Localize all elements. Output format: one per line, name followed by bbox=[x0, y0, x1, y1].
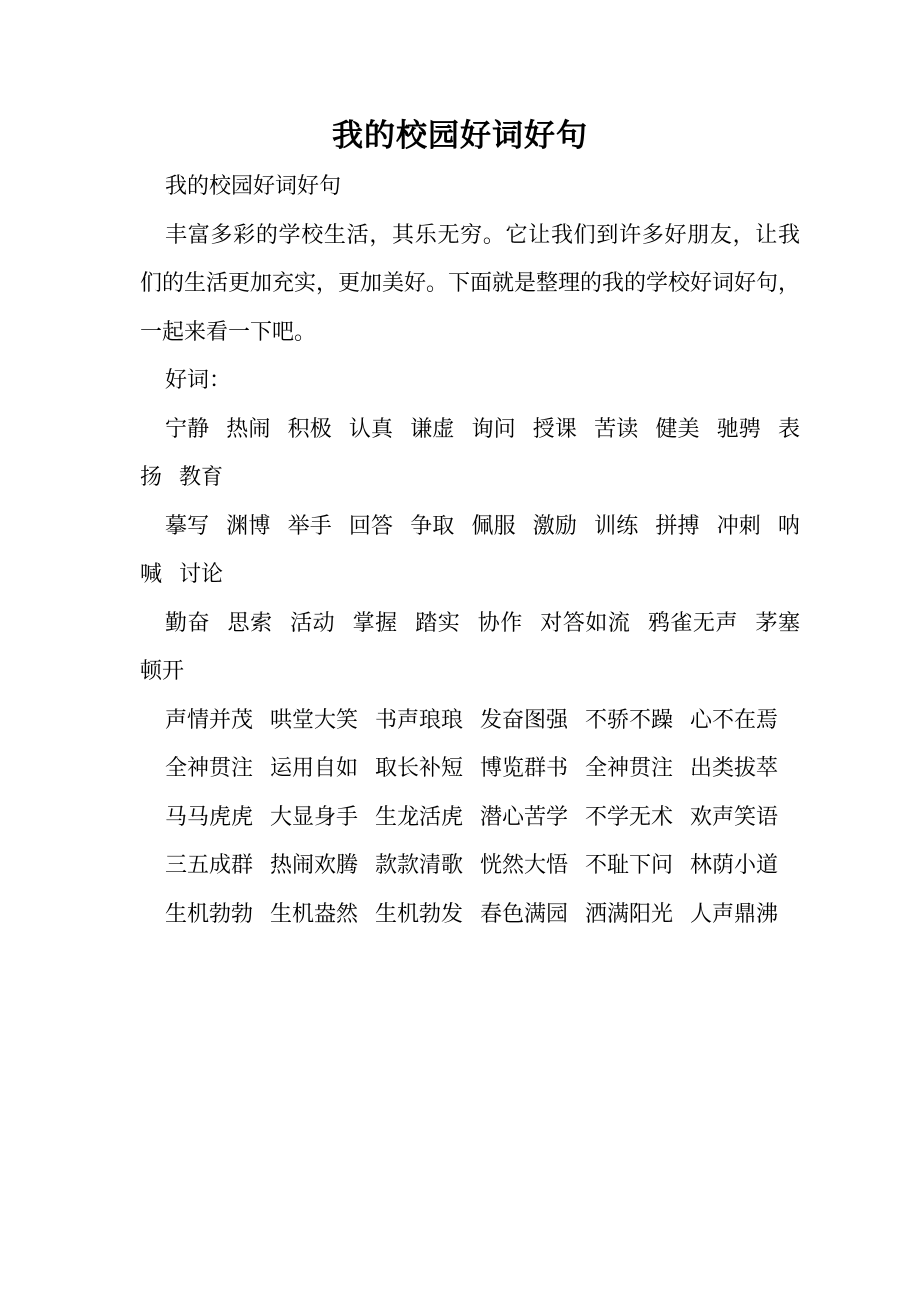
page-title: 我的校园好词好句 bbox=[332, 118, 588, 154]
word-group-1: 宁静 热闹 积极 认真 谦虚 询问 授课 苦读 健美 驰骋 表扬 教育 bbox=[140, 416, 800, 490]
section-heading-good-words: 好词： bbox=[165, 368, 232, 393]
word-group-4: 声情并茂 哄堂大笑 书声琅琅 发奋图强 不骄不躁 心不在焉 bbox=[165, 707, 778, 733]
document-body bbox=[140, 163, 800, 939]
subtitle-paragraph: 我的校园好词好句 bbox=[165, 174, 342, 199]
word-group-6: 马马虎虎 大显身手 生龙活虎 潜心苦学 不学无术 欢声笑语 bbox=[165, 804, 778, 830]
word-group-8: 生机勃勃 生机盎然 生机勃发 春色满园 洒满阳光 人声鼎沸 bbox=[165, 901, 778, 927]
word-group-5: 全神贯注 运用自如 取长补短 博览群书 全神贯注 出类拔萃 bbox=[165, 756, 778, 781]
word-group-2: 摹写 渊博 举手 回答 争取 佩服 激励 训练 拼搏 冲刺 呐喊 讨论 bbox=[140, 513, 800, 587]
word-group-7: 三五成群 热闹欢腾 款款清歌 恍然大悟 不耻下问 林荫小道 bbox=[165, 853, 778, 878]
word-group-3: 勤奋 思索 活动 掌握 踏实 协作 对答如流 鸦雀无声 茅塞顿开 bbox=[140, 610, 800, 684]
intro-paragraph: 丰富多彩的学校生活，其乐无穷。它让我们到许多好朋友，让我们的生活更加充实，更加美好。下面就是整理的我的学校好词好句，一起来看一下吧。 bbox=[140, 222, 801, 345]
